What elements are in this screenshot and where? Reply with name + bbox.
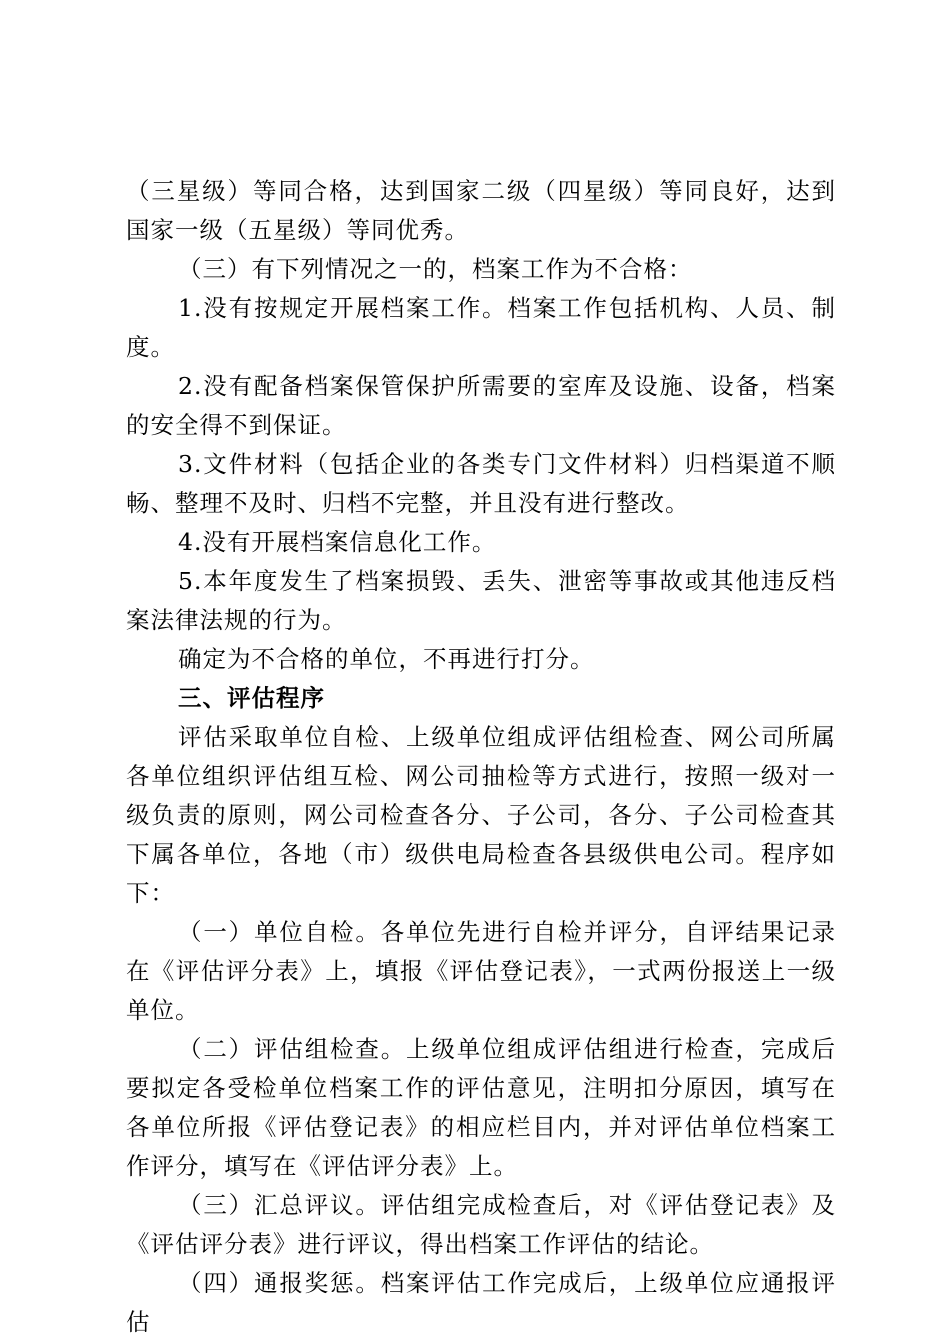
list-item-3: 3.文件材料（包括企业的各类专门文件材料）归档渠道不顺畅、整理不及时、归档不完整，并且没有进行整改。 xyxy=(126,450,836,517)
paragraph-notice: （四）通报奖惩。档案评估工作完成后，上级单位应通报评估 xyxy=(126,1269,836,1336)
list-item-2: 2.没有配备档案保管保护所需要的室库及设施、设备，档案的安全得不到保证。 xyxy=(126,372,836,439)
paragraph-self-check: （一）单位自检。各单位先进行自检并评分，自评结果记录在《评估评分表》上，填报《评估登记表》，一式两份报送上一级单位。 xyxy=(126,918,836,1024)
section-heading-procedure: 三、评估程序 xyxy=(178,684,325,712)
paragraph-unqualified-intro: （三）有下列情况之一的，档案工作为不合格： xyxy=(178,255,693,283)
list-item-5: 5.本年度发生了档案损毁、丢失、泄密等事故或其他违反档案法律法规的行为。 xyxy=(126,567,836,634)
list-item-1: 1.没有按规定开展档案工作。档案工作包括机构、人员、制度。 xyxy=(126,294,836,361)
list-item-4: 4.没有开展档案信息化工作。 xyxy=(178,528,497,556)
document-body xyxy=(126,172,836,1342)
paragraph-rating-levels: （三星级）等同合格，达到国家二级（四星级）等同良好，达到国家一级（五星级）等同优秀。 xyxy=(126,177,836,244)
paragraph-procedure-intro: 评估采取单位自检、上级单位组成评估组检查、网公司所属各单位组织评估组互检、网公司抽检等方式进行，按照一级对一级负责的原则，网公司检查各分、子公司，各分、子公司检查其下属各单位，各地（市）级供电局检查各县级供电公司。程序如下： xyxy=(126,723,836,907)
paragraph-review: （三）汇总评议。评估组完成检查后，对《评估登记表》及《评估评分表》进行评议，得出档案工作评估的结论。 xyxy=(126,1191,836,1258)
paragraph-group-check: （二）评估组检查。上级单位组成评估组进行检查，完成后要拟定各受检单位档案工作的评估意见，注明扣分原因，填写在各单位所报《评估登记表》的相应栏目内，并对评估单位档案工作评分，填写在《评估评分表》上。 xyxy=(126,1035,836,1180)
paragraph-no-scoring: 确定为不合格的单位，不再进行打分。 xyxy=(178,645,595,673)
